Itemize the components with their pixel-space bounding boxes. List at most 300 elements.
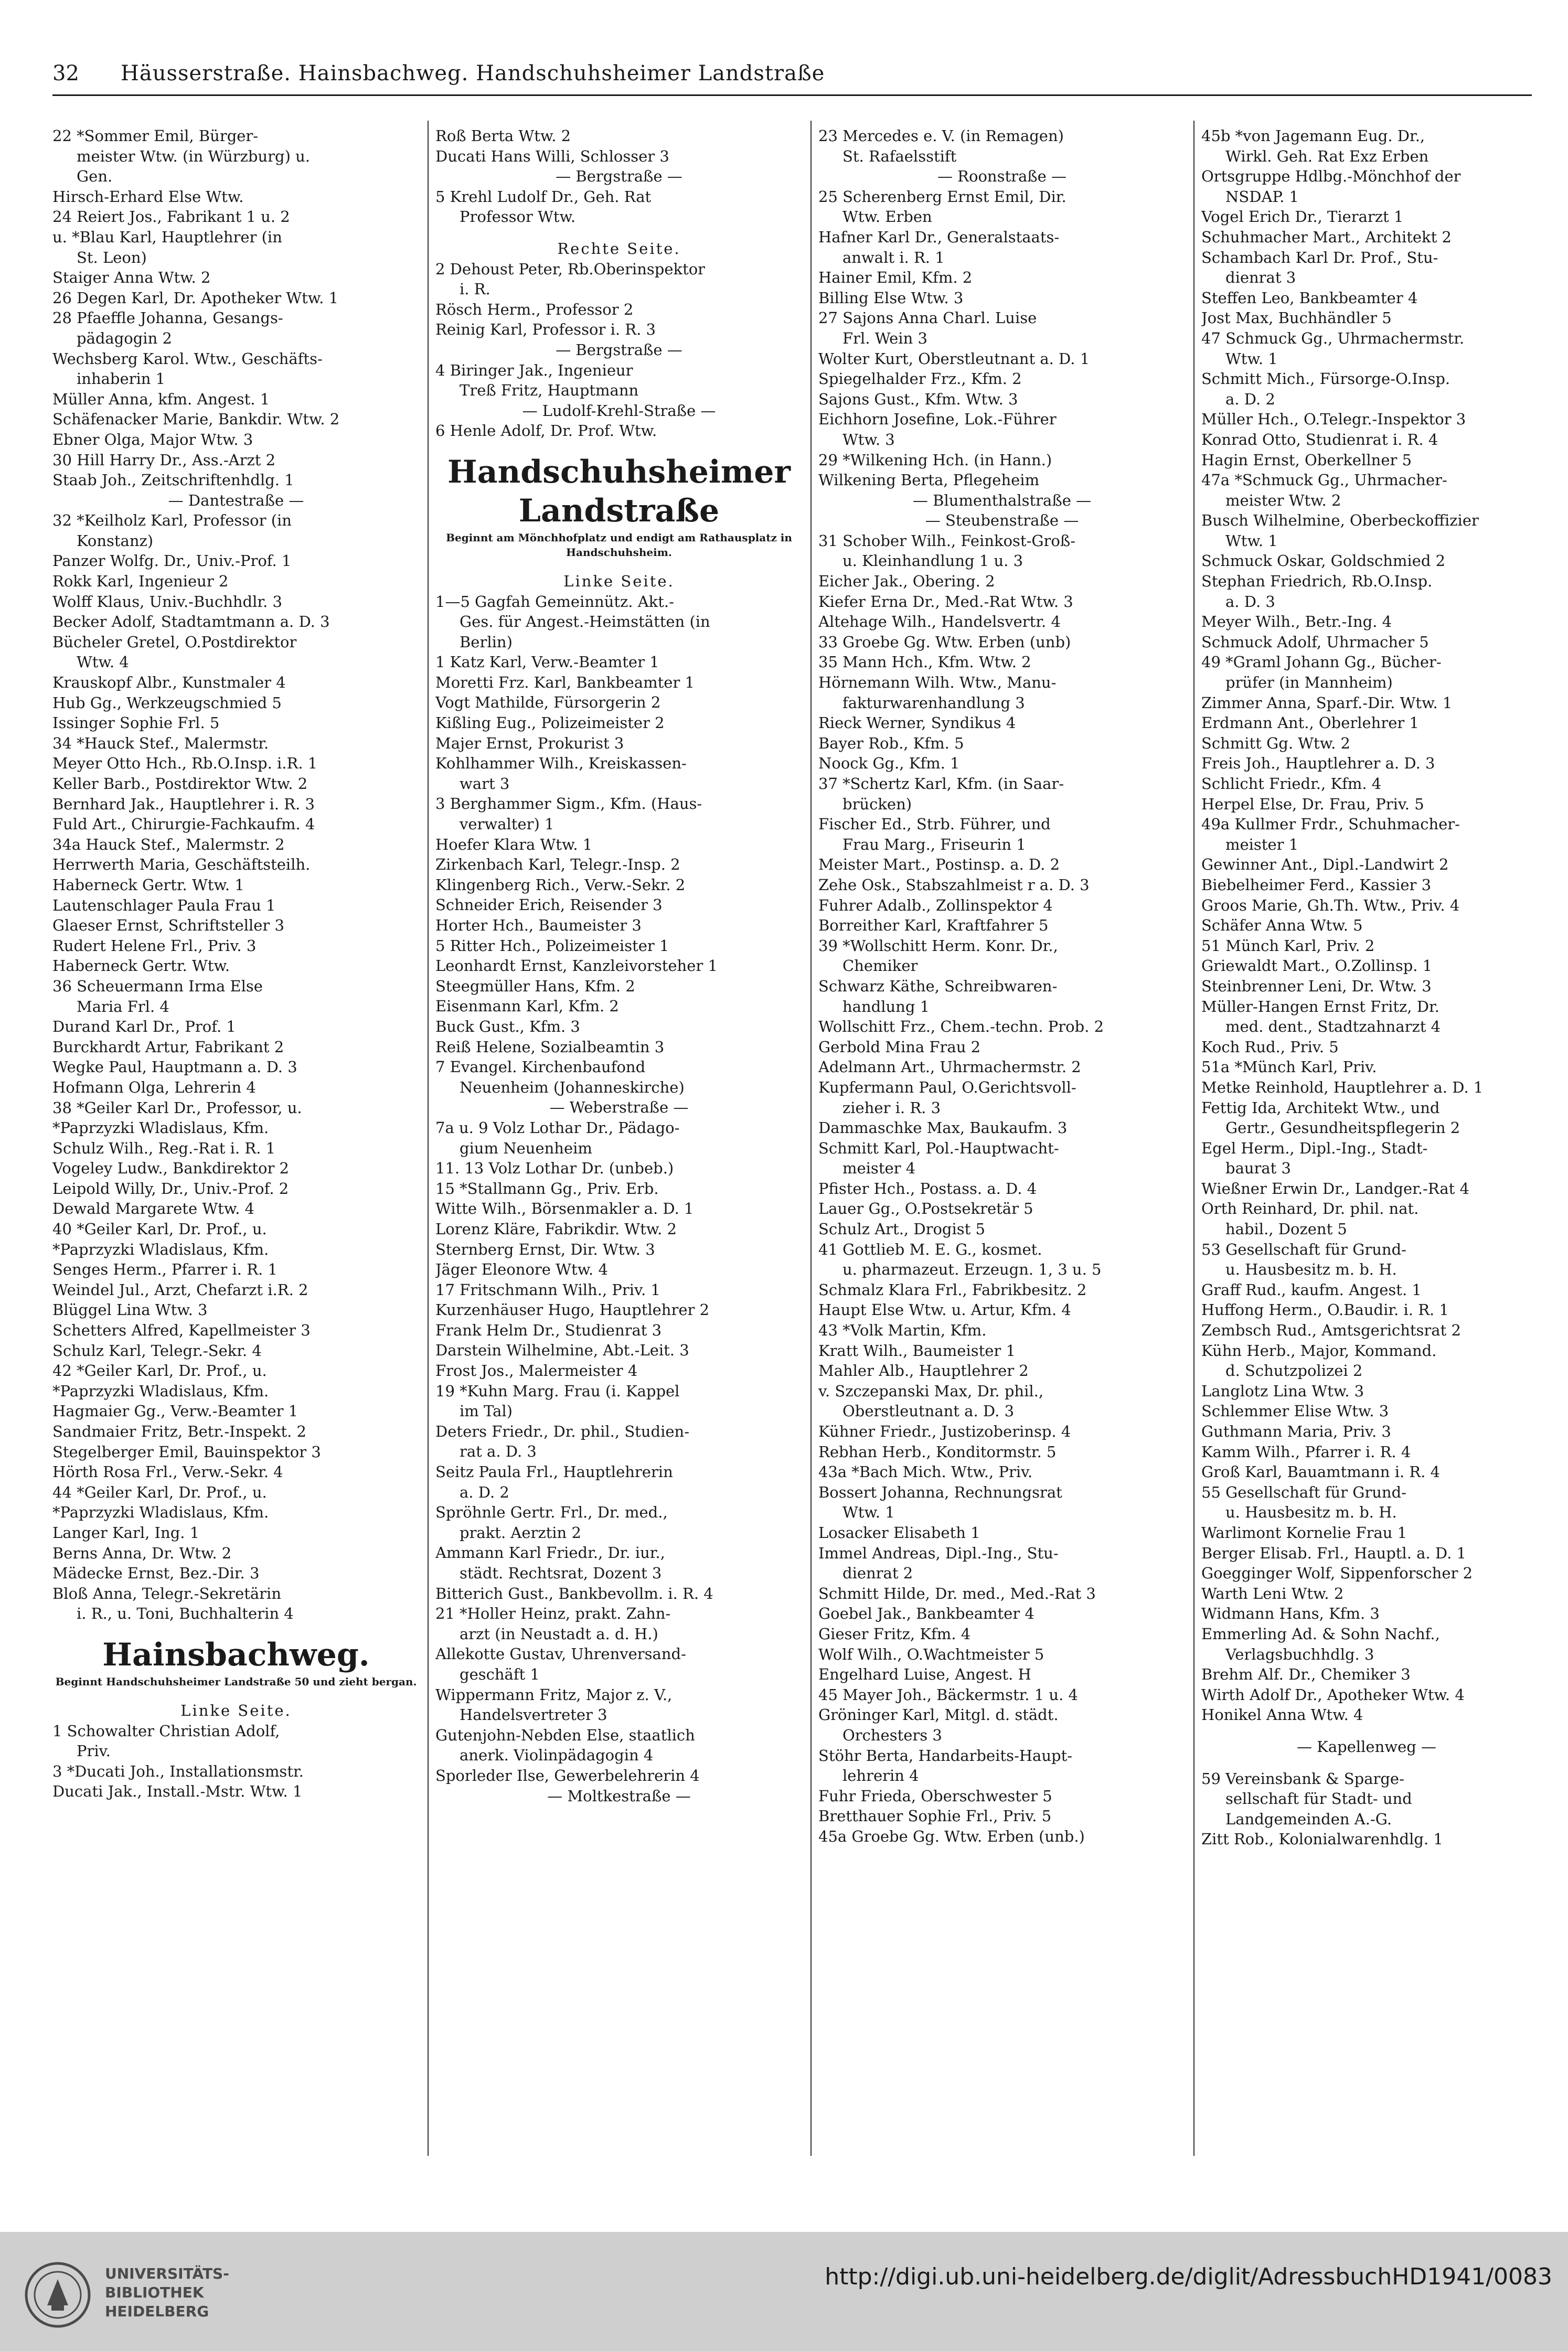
directory-line: Emmerling Ad. & Sohn Nachf., <box>1201 1625 1440 1643</box>
directory-line: Warlimont Kornelie Frau 1 <box>1201 1523 1407 1542</box>
footer-bar <box>0 2232 1568 2351</box>
directory-line: Zembsch Rud., Amtsgerichtsrat 2 <box>1201 1321 1461 1340</box>
directory-line: Bossert Johanna, Rechnungsrat <box>818 1483 1062 1501</box>
directory-line: Moretti Frz. Karl, Bankbeamter 1 <box>435 673 695 691</box>
section-marker: — Steubenstraße — <box>925 511 1079 530</box>
directory-line: Glaeser Ernst, Schriftsteller 3 <box>52 916 284 935</box>
directory-line: Warth Leni Wtw. 2 <box>1201 1584 1344 1602</box>
directory-line: Gerbold Mina Frau 2 <box>818 1038 981 1056</box>
directory-line: Darstein Wilhelmine, Abt.-Leit. 3 <box>435 1341 689 1360</box>
directory-line: Meister Mart., Postinsp. a. D. 2 <box>818 856 1060 874</box>
directory-line: Brehm Alf. Dr., Chemiker 3 <box>1201 1665 1411 1684</box>
directory-line: Hörnemann Wilh. Wtw., Manu- <box>818 674 1057 692</box>
directory-line: Ges. für Angest.-Heimstätten (in <box>460 613 710 631</box>
section-marker: Rechte Seite. <box>557 239 681 258</box>
directory-line: 23 Mercedes e. V. (in Remagen) <box>818 127 1064 145</box>
directory-line: Erdmann Ant., Oberlehrer 1 <box>1201 714 1419 732</box>
directory-line: fakturwarenhandlung 3 <box>842 693 1025 712</box>
directory-line: 42 *Geiler Karl, Dr. Prof., u. <box>52 1362 267 1380</box>
directory-line: 30 Hill Harry Dr., Ass.-Arzt 2 <box>52 451 276 469</box>
directory-line: dienrat 2 <box>842 1564 913 1583</box>
section-marker: Linke Seite. <box>180 1701 292 1719</box>
directory-line: Seitz Paula Frl., Hauptlehrerin <box>435 1463 673 1481</box>
directory-line: Kißling Eug., Polizeimeister 2 <box>435 714 665 732</box>
directory-line: Majer Ernst, Prokurist 3 <box>435 734 624 752</box>
directory-line: 55 Gesellschaft für Grund- <box>1201 1483 1406 1501</box>
directory-line: Schambach Karl Dr. Prof., Stu- <box>1201 248 1438 266</box>
directory-line: Huffong Herm., O.Baudir. i. R. 1 <box>1201 1301 1449 1319</box>
directory-line: 32 *Keilholz Karl, Professor (in <box>52 511 292 530</box>
directory-line: Stephan Friedrich, Rb.O.Insp. <box>1201 572 1433 591</box>
directory-line: Hoefer Klara Wtw. 1 <box>435 835 593 853</box>
directory-line: Vogeley Ludw., Bankdirektor 2 <box>52 1159 289 1178</box>
directory-line: lehrerin 4 <box>842 1767 919 1785</box>
section-marker: — Bergstraße — <box>556 167 682 186</box>
text-column-1 <box>52 126 420 2161</box>
directory-line: Konstanz) <box>77 531 154 550</box>
directory-line: Kühner Friedr., Justizoberinsp. 4 <box>818 1423 1071 1440</box>
directory-line: Haberneck Gertr. Wtw. <box>52 957 230 975</box>
directory-line: Bretthauer Sophie Frl., Priv. 5 <box>818 1807 1052 1825</box>
directory-line: Langer Karl, Ing. 1 <box>52 1523 200 1542</box>
directory-line: Stöhr Berta, Handarbeits-Haupt- <box>818 1746 1073 1765</box>
directory-line: Pfister Hch., Postass. a. D. 4 <box>818 1179 1037 1198</box>
directory-line: 4 Biringer Jak., Ingenieur <box>435 361 633 379</box>
directory-line: habil., Dozent 5 <box>1225 1220 1347 1238</box>
directory-line: Schwarz Käthe, Schreibwaren- <box>818 977 1058 995</box>
directory-line: i. R. <box>460 280 490 298</box>
directory-line: Rudert Helene Frl., Priv. 3 <box>52 936 257 955</box>
directory-line: Egel Herm., Dipl.-Ing., Stadt- <box>1201 1139 1428 1157</box>
directory-line: NSDAP. 1 <box>1225 187 1299 206</box>
directory-line: Sporleder Ilse, Gewerbelehrerin 4 <box>435 1766 700 1784</box>
section-marker: — Ludolf-Krehl-Straße — <box>522 401 716 420</box>
directory-line: meister Wtw. 2 <box>1225 491 1341 509</box>
directory-line: Ebner Olga, Major Wtw. 3 <box>52 430 253 448</box>
directory-line: Biebelheimer Ferd., Kassier 3 <box>1201 875 1432 894</box>
directory-line: u. Hausbesitz m. b. H. <box>1225 1503 1397 1522</box>
directory-line: Schulz Art., Drogist 5 <box>818 1220 985 1238</box>
directory-line: Müller Anna, kfm. Angest. 1 <box>52 390 270 408</box>
directory-line: Staiger Anna Wtw. 2 <box>52 269 211 287</box>
directory-line: 33 Groebe Gg. Wtw. Erben (unb) <box>818 633 1071 651</box>
directory-line: Weindel Jul., Arzt, Chefarzt i.R. 2 <box>52 1280 308 1299</box>
library-name-line: UNIVERSITÄTS- <box>105 2265 229 2282</box>
directory-line: gium Neuenheim <box>460 1139 592 1157</box>
directory-line: Berlin) <box>460 633 513 651</box>
directory-line: Spiegelhalder Frz., Kfm. 2 <box>818 370 1022 388</box>
directory-line: Billing Else Wtw. 3 <box>818 288 964 307</box>
section-marker: — Weberstraße — <box>549 1098 689 1117</box>
directory-line: med. dent., Stadtzahnarzt 4 <box>1225 1018 1441 1036</box>
directory-line: Lorenz Kläre, Fabrikdir. Wtw. 2 <box>435 1220 677 1238</box>
directory-line: Becker Adolf, Stadtamtmann a. D. 3 <box>52 613 330 631</box>
directory-line: 15 *Stallmann Gg., Priv. Erb. <box>435 1179 659 1198</box>
directory-line: Busch Wilhelmine, Oberbeckoffizier <box>1201 511 1479 530</box>
directory-line: 31 Schober Wilh., Feinkost-Groß- <box>818 531 1076 550</box>
directory-line: St. Leon) <box>77 248 147 266</box>
directory-line: Kurzenhäuser Hugo, Hauptlehrer 2 <box>435 1301 710 1319</box>
directory-line: Schäfenacker Marie, Bankdir. Wtw. 2 <box>52 410 340 429</box>
directory-line: Ortsgruppe Hdlbg.-Mönchhof der <box>1201 167 1461 186</box>
directory-line: u. *Blau Karl, Hauptlehrer (in <box>52 228 282 246</box>
directory-line: Schmitt Mich., Fürsorge-O.Insp. <box>1201 370 1450 388</box>
directory-line: Schmitt Gg. Wtw. 2 <box>1201 734 1350 752</box>
directory-line: Schmuck Adolf, Uhrmacher 5 <box>1201 633 1429 651</box>
directory-line: 7a u. 9 Volz Lothar Dr., Pädago- <box>435 1118 680 1137</box>
directory-line: 1—5 Gagfah Gemeinnütz. Akt.- <box>435 592 674 611</box>
section-marker: — Kapellenweg — <box>1296 1737 1437 1756</box>
directory-line: Steffen Leo, Bankbeamter 4 <box>1201 288 1418 307</box>
directory-line: geschäft 1 <box>460 1665 540 1683</box>
directory-line: Hub Gg., Werkzeugschmied 5 <box>52 693 282 712</box>
directory-line: Jäger Eleonore Wtw. 4 <box>435 1260 608 1279</box>
directory-line: 7 Evangel. Kirchenbaufond <box>435 1058 646 1076</box>
directory-line: rat a. D. 3 <box>460 1442 537 1461</box>
directory-line: v. Szczepanski Max, Dr. phil., <box>818 1382 1044 1400</box>
column-rule <box>1193 121 1194 2156</box>
directory-line: Langlotz Lina Wtw. 3 <box>1201 1382 1364 1400</box>
directory-line: Gewinner Ant., Dipl.-Landwirt 2 <box>1201 856 1449 874</box>
directory-line: Altehage Wilh., Handelsvertr. 4 <box>818 613 1061 631</box>
directory-line: Noock Gg., Kfm. 1 <box>818 754 960 773</box>
directory-line: 53 Gesellschaft für Grund- <box>1201 1240 1406 1258</box>
directory-line: Allekotte Gustav, Uhrenversand- <box>435 1645 686 1663</box>
directory-line: Wolf Wilh., O.Wachtmeister 5 <box>818 1645 1044 1663</box>
directory-line: u. Kleinhandlung 1 u. 3 <box>842 552 1023 570</box>
directory-line: Koch Rud., Priv. 5 <box>1201 1038 1339 1056</box>
directory-line: Schäfer Anna Wtw. 5 <box>1201 916 1363 935</box>
directory-line: Neuenheim (Johanneskirche) <box>460 1078 685 1096</box>
directory-line: Treß Fritz, Hauptmann <box>460 381 639 400</box>
directory-line: 41 Gottlieb M. E. G., kosmet. <box>818 1240 1042 1258</box>
directory-line: Klingenberg Rich., Verw.-Sekr. 2 <box>435 875 686 894</box>
directory-line: Ammann Karl Friedr., Dr. iur., <box>435 1544 665 1562</box>
directory-line: Fettig Ida, Architekt Wtw., und <box>1201 1098 1440 1117</box>
directory-line: Panzer Wolfg. Dr., Univ.-Prof. 1 <box>52 552 292 570</box>
directory-line: Schlicht Friedr., Kfm. 4 <box>1201 775 1382 793</box>
directory-line: 44 *Geiler Karl, Dr. Prof., u. <box>52 1483 267 1501</box>
directory-line: meister 4 <box>842 1159 916 1178</box>
page-number: 32 <box>52 61 79 86</box>
directory-line: Freis Joh., Hauptlehrer a. D. 3 <box>1201 754 1435 773</box>
directory-line: Losacker Elisabeth 1 <box>818 1523 980 1542</box>
spacer <box>435 441 803 453</box>
spacer <box>1201 1725 1532 1737</box>
directory-line: 43a *Bach Mich. Wtw., Priv. <box>818 1463 1033 1481</box>
directory-line: Rieck Werner, Syndikus 4 <box>818 714 1016 732</box>
directory-line: Herpel Else, Dr. Frau, Priv. 5 <box>1201 795 1424 813</box>
directory-line: 3 *Ducati Joh., Installationsmstr. <box>52 1762 304 1780</box>
directory-line: baurat 3 <box>1225 1159 1292 1178</box>
directory-line: meister 1 <box>1225 835 1299 853</box>
directory-line: *Paprzyzki Wladislaus, Kfm. <box>52 1119 269 1137</box>
directory-line: Guthmann Maria, Priv. 3 <box>1201 1423 1391 1440</box>
directory-line: Sternberg Ernst, Dir. Wtw. 3 <box>435 1240 655 1258</box>
directory-line: Schmuck Oskar, Goldschmied 2 <box>1201 552 1446 570</box>
section-marker: — Blumenthalstraße — <box>912 491 1092 509</box>
text-column-4 <box>1201 126 1532 2161</box>
directory-line: meister Wtw. (in Würzburg) u. <box>77 147 311 165</box>
directory-line: Wießner Erwin Dr., Landger.-Rat 4 <box>1201 1179 1469 1198</box>
directory-line: 6 Henle Adolf, Dr. Prof. Wtw. <box>435 422 657 440</box>
street-description: Beginnt am Mönchhofplatz und endigt am Rathausplatz in Handschuhsheim. <box>446 531 792 559</box>
directory-line: 2 Dehoust Peter, Rb.Oberinspektor <box>435 260 706 278</box>
directory-line: Müller-Hangen Ernst Fritz, Dr. <box>1201 997 1439 1016</box>
directory-line: Schneider Erich, Reisender 3 <box>435 896 663 914</box>
directory-line: 43 *Volk Martin, Kfm. <box>818 1321 987 1340</box>
directory-line: 1 Schowalter Christian Adolf, <box>52 1722 280 1740</box>
directory-line: Blüggel Lina Wtw. 3 <box>52 1301 208 1319</box>
directory-line: Professor Wtw. <box>460 208 576 226</box>
directory-line: Fuhrer Adalb., Zollinspektor 4 <box>818 896 1053 914</box>
directory-line: 45 Mayer Joh., Bäckermstr. 1 u. 4 <box>818 1685 1078 1704</box>
section-marker: — Moltkestraße — <box>547 1787 691 1805</box>
directory-line: pädagogin 2 <box>77 329 172 347</box>
directory-line: 24 Reiert Jos., Fabrikant 1 u. 2 <box>52 208 290 226</box>
directory-line: Senges Herm., Pfarrer i. R. 1 <box>52 1260 278 1279</box>
directory-line: Goebel Jak., Bankbeamter 4 <box>818 1605 1034 1623</box>
directory-line: Maria Frl. 4 <box>77 997 169 1016</box>
directory-line: Vogel Erich Dr., Tierarzt 1 <box>1201 208 1404 226</box>
directory-line: Horter Hch., Baumeister 3 <box>435 916 642 934</box>
directory-line: Groos Marie, Gh.Th. Wtw., Priv. 4 <box>1201 896 1460 914</box>
directory-line: Graff Rud., kaufm. Angest. 1 <box>1201 1280 1422 1299</box>
spacer <box>1201 1757 1532 1769</box>
directory-line: Kupfermann Paul, O.Gerichtsvoll- <box>818 1078 1076 1096</box>
spacer <box>435 560 803 571</box>
directory-line: 26 Degen Karl, Dr. Apotheker Wtw. 1 <box>52 288 339 307</box>
directory-line: Ducati Jak., Install.-Mstr. Wtw. 1 <box>52 1782 303 1801</box>
directory-line: St. Rafaelsstift <box>842 147 957 165</box>
directory-line: *Paprzyzki Wladislaus, Kfm. <box>52 1503 269 1522</box>
text-column-2 <box>435 126 803 2161</box>
directory-line: i. R., u. Toni, Buchhalterin 4 <box>77 1605 294 1623</box>
directory-line: Burckhardt Artur, Fabrikant 2 <box>52 1038 284 1056</box>
directory-line: Zitt Rob., Kolonialwarenhdlg. 1 <box>1201 1830 1443 1848</box>
directory-line: Mädecke Ernst, Bez.-Dir. 3 <box>52 1564 260 1583</box>
spacer <box>52 1624 420 1636</box>
directory-line: Jost Max, Buchhändler 5 <box>1201 309 1392 327</box>
directory-line: 22 *Sommer Emil, Bürger- <box>52 127 259 145</box>
section-marker: — Roonstraße — <box>937 167 1067 186</box>
directory-line: Goegginger Wolf, Sippenforscher 2 <box>1201 1564 1473 1583</box>
directory-line: 25 Scherenberg Ernst Emil, Dir. <box>818 187 1066 206</box>
directory-line: 45b *von Jagemann Eug. Dr., <box>1201 127 1425 145</box>
directory-line: u. Hausbesitz m. b. H. <box>1225 1260 1397 1279</box>
directory-line: Chemiker <box>842 957 918 975</box>
directory-line: Wtw. 3 <box>842 430 895 448</box>
library-name-line: BIBLIOTHEK <box>105 2284 204 2301</box>
directory-line: 37 *Schertz Karl, Kfm. (in Saar- <box>818 775 1064 793</box>
directory-line: Konrad Otto, Studienrat i. R. 4 <box>1201 430 1438 448</box>
directory-line: Widmann Hans, Kfm. 3 <box>1201 1605 1380 1623</box>
directory-line: Reiß Helene, Sozialbeamtin 3 <box>435 1038 665 1056</box>
directory-line: Schetters Alfred, Kapellmeister 3 <box>52 1321 311 1340</box>
directory-line: Griewaldt Mart., O.Zollinsp. 1 <box>1201 957 1433 975</box>
directory-line: d. Schutzpolizei 2 <box>1225 1362 1363 1380</box>
directory-line: 3 Berghammer Sigm., Kfm. (Haus- <box>435 795 702 813</box>
directory-line: a. D. 2 <box>460 1483 509 1501</box>
directory-line: 40 *Geiler Karl, Dr. Prof., u. <box>52 1220 267 1238</box>
directory-line: Durand Karl Dr., Prof. 1 <box>52 1018 236 1036</box>
directory-line: Hagin Ernst, Oberkellner 5 <box>1201 451 1412 469</box>
directory-line: Wechsberg Karol. Wtw., Geschäfts- <box>52 349 323 368</box>
directory-line: Buck Gust., Kfm. 3 <box>435 1017 580 1035</box>
directory-line: Frl. Wein 3 <box>842 329 927 347</box>
directory-line: Schulz Karl, Telegr.-Sekr. 4 <box>52 1341 262 1360</box>
directory-line: Wolter Kurt, Oberstleutnant a. D. 1 <box>818 349 1090 368</box>
directory-line: Kühn Herb., Major, Kommand. <box>1201 1341 1437 1360</box>
directory-line: Keller Barb., Postdirektor Wtw. 2 <box>52 775 308 793</box>
directory-line: Hafner Karl Dr., Generalstaats- <box>818 228 1060 246</box>
directory-line: Wtw. 1 <box>842 1503 895 1522</box>
directory-line: Bayer Rob., Kfm. 5 <box>818 734 964 752</box>
directory-line: Reinig Karl, Professor i. R. 3 <box>435 320 656 339</box>
directory-line: Fuhr Frieda, Oberschwester 5 <box>818 1787 1052 1805</box>
directory-line: Fuld Art., Chirurgie-Fachkaufm. 4 <box>52 815 315 833</box>
directory-line: 27 Sajons Anna Charl. Luise <box>818 309 1037 327</box>
column-rule <box>428 121 429 2156</box>
directory-line: Wtw. 4 <box>77 653 129 671</box>
directory-line: Issinger Sophie Frl. 5 <box>52 714 220 732</box>
spacer <box>52 1689 420 1701</box>
directory-line: Borreither Karl, Kraftfahrer 5 <box>818 916 1049 935</box>
directory-line: Wtw. Erben <box>842 208 932 226</box>
directory-line: Bloß Anna, Telegr.-Sekretärin <box>52 1584 281 1602</box>
directory-line: 59 Vereinsbank & Sparge- <box>1201 1769 1404 1788</box>
directory-line: Rokk Karl, Ingenieur 2 <box>52 572 229 591</box>
directory-line: Adelmann Art., Uhrmachermstr. 2 <box>818 1058 1081 1076</box>
directory-line: Engelhard Luise, Angest. H <box>818 1665 1031 1684</box>
text-column-3 <box>818 126 1186 2161</box>
directory-line: Hirsch-Erhard Else Wtw. <box>52 187 244 206</box>
directory-line: Schlemmer Elise Wtw. 3 <box>1201 1402 1389 1420</box>
directory-line: Schulz Wilh., Reg.-Rat i. R. 1 <box>52 1139 276 1157</box>
directory-line: Leipold Willy, Dr., Univ.-Prof. 2 <box>52 1179 289 1198</box>
directory-line: Deters Friedr., Dr. phil., Studien- <box>435 1422 689 1440</box>
page-header <box>52 58 1532 96</box>
directory-line: prakt. Aerztin 2 <box>460 1523 581 1542</box>
directory-line: Rebhan Herb., Konditormstr. 5 <box>818 1442 1057 1461</box>
university-seal-icon <box>21 2256 94 2334</box>
directory-line: 11. 13 Volz Lothar Dr. (unbeb.) <box>435 1159 674 1178</box>
directory-line: Groß Karl, Bauamtmann i. R. 4 <box>1201 1463 1441 1481</box>
directory-line: Verlagsbuchhdlg. 3 <box>1225 1645 1374 1663</box>
directory-line: Berns Anna, Dr. Wtw. 2 <box>52 1544 232 1562</box>
directory-line: Gertr., Gesundheitspflegerin 2 <box>1225 1119 1460 1137</box>
directory-line: *Paprzyzki Wladislaus, Kfm. <box>52 1240 269 1258</box>
directory-line: Kratt Wilh., Baumeister 1 <box>818 1341 1016 1360</box>
directory-line: anwalt i. R. 1 <box>842 248 945 266</box>
directory-line: Wippermann Fritz, Major z. V., <box>435 1685 673 1704</box>
directory-line: Immel Andreas, Dipl.-Ing., Stu- <box>818 1544 1059 1562</box>
directory-line: Meyer Wilh., Betr.-Ing. 4 <box>1201 613 1392 631</box>
directory-line: 47 Schmuck Gg., Uhrmachermstr. <box>1201 329 1465 347</box>
directory-line: Fischer Ed., Strb. Führer, und <box>818 815 1051 833</box>
directory-line: 17 Fritschmann Wilh., Priv. 1 <box>435 1280 660 1299</box>
directory-line: 49a Kullmer Frdr., Schuhmacher- <box>1201 815 1460 833</box>
directory-line: Haberneck Gertr. Wtw. 1 <box>52 875 244 894</box>
directory-line: Gieser Fritz, Kfm. 4 <box>818 1625 971 1643</box>
directory-line: 35 Mann Hch., Kfm. Wtw. 2 <box>818 653 1031 671</box>
directory-line: sellschaft für Stadt- und <box>1225 1790 1412 1808</box>
directory-line: 51a *Münch Karl, Priv. <box>1201 1058 1377 1076</box>
directory-line: Honikel Anna Wtw. 4 <box>1201 1706 1363 1724</box>
directory-line: Sandmaier Fritz, Betr.-Inspekt. 2 <box>52 1423 307 1440</box>
directory-line: Müller Hch., O.Telegr.-Inspektor 3 <box>1201 410 1466 429</box>
directory-line: a. D. 2 <box>1225 390 1275 408</box>
directory-line: Leonhardt Ernst, Kanzleivorsteher 1 <box>435 957 718 975</box>
directory-line: Frank Helm Dr., Studienrat 3 <box>435 1321 662 1339</box>
directory-line: Schuhmacher Mart., Architekt 2 <box>1201 228 1452 246</box>
directory-line: Wolff Klaus, Univ.-Buchhdlr. 3 <box>52 592 282 611</box>
directory-line: Wollschitt Frz., Chem.-techn. Prob. 2 <box>818 1018 1104 1036</box>
directory-line: handlung 1 <box>842 997 930 1016</box>
directory-line: Lauer Gg., O.Postsekretär 5 <box>818 1200 1033 1218</box>
directory-line: Wirkl. Geh. Rat Exz Erben <box>1225 147 1429 165</box>
directory-line: 19 *Kuhn Marg. Frau (i. Kappel <box>435 1382 680 1400</box>
library-name-line: HEIDELBERG <box>105 2303 209 2320</box>
directory-line: Witte Wilh., Börsenmakler a. D. 1 <box>435 1200 694 1218</box>
directory-line: Hainer Emil, Kfm. 2 <box>818 269 973 287</box>
directory-line: 5 Ritter Hch., Polizeimeister 1 <box>435 936 669 955</box>
directory-line: Stegelberger Emil, Bauinspektor 3 <box>52 1442 321 1461</box>
directory-line: Steinbrenner Leni, Dr. Wtw. 3 <box>1201 977 1432 995</box>
section-marker: — Bergstraße — <box>556 340 682 359</box>
directory-line: Sajons Gust., Kfm. Wtw. 3 <box>818 390 1018 408</box>
directory-line: Wegke Paul, Hauptmann a. D. 3 <box>52 1058 297 1076</box>
directory-line: Rösch Herm., Professor 2 <box>435 300 634 318</box>
directory-line: städt. Rechtsrat, Dozent 3 <box>460 1564 662 1582</box>
directory-line: *Paprzyzki Wladislaus, Kfm. <box>52 1382 269 1400</box>
directory-line: Wtw. 1 <box>1225 531 1278 550</box>
directory-line: verwalter) 1 <box>460 815 554 833</box>
directory-line: Ducati Hans Willi, Schlosser 3 <box>435 147 669 165</box>
directory-line: Wirth Adolf Dr., Apotheker Wtw. 4 <box>1201 1685 1465 1704</box>
directory-line: 38 *Geiler Karl Dr., Professor, u. <box>52 1098 302 1117</box>
directory-line: 49 *Graml Johann Gg., Bücher- <box>1201 653 1442 671</box>
directory-line: Gutenjohn-Nebden Else, staatlich <box>435 1726 695 1744</box>
directory-line: Priv. <box>77 1742 111 1760</box>
directory-line: Zirkenbach Karl, Telegr.-Insp. 2 <box>435 856 680 874</box>
directory-line: Krauskopf Albr., Kunstmaler 4 <box>52 674 286 692</box>
directory-line: Metke Reinhold, Hauptlehrer a. D. 1 <box>1201 1078 1484 1096</box>
directory-line: Wtw. 1 <box>1225 349 1278 368</box>
street-description: Beginnt Handschuhsheimer Landstraße 50 und zieht bergan. <box>55 1675 417 1688</box>
directory-line: anerk. Violinpädagogin 4 <box>460 1746 654 1765</box>
directory-line: Dewald Margarete Wtw. 4 <box>52 1200 255 1218</box>
directory-line: Frost Jos., Malermeister 4 <box>435 1362 638 1380</box>
directory-line: Bitterich Gust., Bankbevollm. i. R. 4 <box>435 1584 713 1602</box>
directory-line: Gröninger Karl, Mitgl. d. städt. <box>818 1706 1059 1724</box>
directory-line: Vogt Mathilde, Fürsorgerin 2 <box>435 693 661 712</box>
directory-line: Schmitt Karl, Pol.-Hauptwacht- <box>818 1139 1059 1157</box>
directory-line: prüfer (in Mannheim) <box>1225 674 1393 692</box>
permalink-url[interactable]: http://digi.ub.uni-heidelberg.de/diglit/AdressbuchHD1941/0083 <box>825 2263 1552 2290</box>
directory-line: Staab Joh., Zeitschriftenhdlg. 1 <box>52 471 294 489</box>
directory-line: Herrwerth Maria, Geschäftsteilh. <box>52 856 311 874</box>
column-rule <box>810 121 812 2156</box>
directory-line: Mahler Alb., Hauptlehrer 2 <box>818 1362 1029 1380</box>
directory-line: 47a *Schmuck Gg., Uhrmacher- <box>1201 471 1447 489</box>
section-marker: Linke Seite. <box>563 572 675 590</box>
directory-line: 39 *Wollschitt Herm. Konr. Dr., <box>818 936 1058 955</box>
directory-line: 51 Münch Karl, Priv. 2 <box>1201 936 1375 955</box>
library-name <box>105 2264 229 2321</box>
street-heading: Hainsbachweg. <box>102 1636 370 1673</box>
directory-line: a. D. 3 <box>1225 592 1275 611</box>
